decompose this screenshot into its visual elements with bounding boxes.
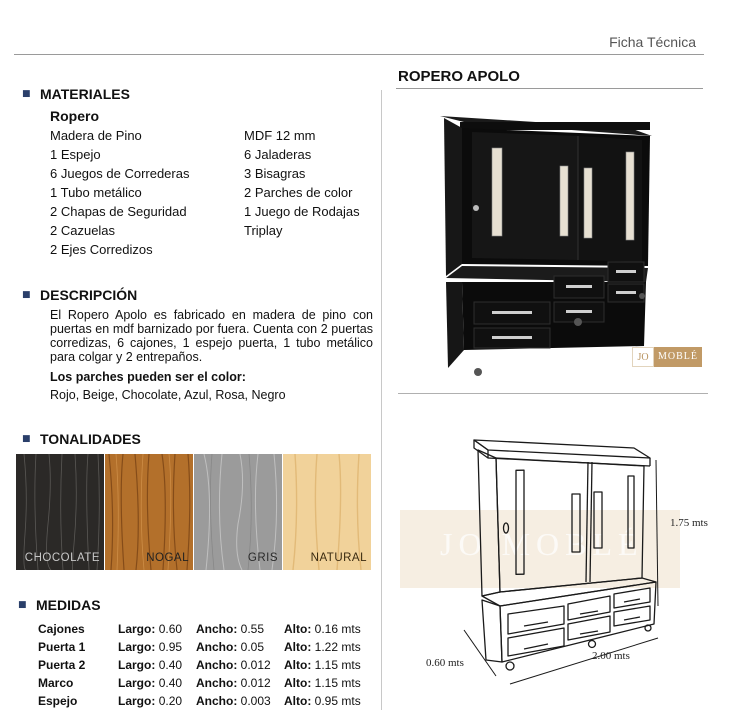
alto-label: Alto: [284,658,312,672]
alto-value: 1.22 mts [314,640,361,654]
watermark-text: JO MOBLÉ [440,526,644,562]
bullet-icon: ■ [22,290,31,300]
material-item: 1 Espejo [50,147,101,162]
material-item: 1 Tubo metálico [50,185,142,200]
brand-logo-moble: MOBLÉ [654,347,702,367]
largo-value: 0.60 [158,622,183,636]
alto-value: 0.16 mts [314,622,361,636]
medidas-heading: MEDIDAS [36,597,101,613]
column-divider [381,90,382,710]
ancho-value: 0.012 [240,658,271,672]
tonalidades-heading: TONALIDADES [40,431,141,447]
ancho-label: Ancho: [196,694,238,708]
document-title: Ficha Técnica [609,34,696,50]
largo-label: Largo: [118,658,156,672]
largo-value: 0.40 [158,676,183,690]
product-title: ROPERO APOLO [398,68,520,85]
parches-colores: Rojo, Beige, Chocolate, Azul, Rosa, Negro [50,388,286,402]
largo-label: Largo: [118,694,156,708]
material-item: 2 Chapas de Seguridad [50,204,187,219]
alto-value: 1.15 mts [314,658,361,672]
materiales-subtitle: Ropero [50,108,99,124]
wardrobe-photo [430,106,660,378]
brand-logo [632,347,702,367]
material-item: 6 Jaladeras [244,147,312,162]
medida-name: Puerta 1 [38,640,86,654]
materiales-list-right [244,126,360,240]
brand-logo-jo: JO [632,347,654,367]
largo-label: Largo: [118,640,156,654]
largo-value: 0.95 [158,640,183,654]
material-item: MDF 12 mm [244,128,316,143]
table-row [38,692,361,710]
material-item: 2 Parches de color [244,185,353,200]
largo-label: Largo: [118,622,156,636]
dimension-depth: 0.60 mts [426,657,464,669]
photo-divider [398,393,708,394]
ancho-value: 0.55 [240,622,265,636]
swatch-label: NOGAL [146,552,189,564]
bullet-icon: ■ [22,89,31,99]
swatch-label: CHOCOLATE [24,552,100,564]
table-row [38,674,361,692]
swatch-natural [283,454,371,570]
material-item: 2 Ejes Corredizos [50,242,153,257]
ancho-label: Ancho: [196,622,238,636]
header-divider [14,54,704,55]
material-item: 1 Juego de Rodajas [244,204,360,219]
alto-label: Alto: [284,694,312,708]
largo-value: 0.40 [158,658,183,672]
dimension-width: 2.00 mts [592,650,630,662]
bullet-icon: ■ [18,600,27,610]
swatch-chocolate [16,454,104,570]
swatch-gris [194,454,282,570]
swatch-label: NATURAL [310,552,367,564]
parches-label: Los parches pueden ser el color: [50,370,246,384]
descripcion-text: El Ropero Apolo es fabricado en madera de pino con puertas en mdf barnizado por fuera. Cuenta con 2 puertas corredizas, 6 cajones, 1 espejo puerta, 1 tubo metálico para colgar y 2 entrepaños. [50,308,373,364]
bullet-icon: ■ [22,434,31,444]
material-item: 6 Juegos de Correderas [50,166,190,181]
medida-name: Cajones [38,622,85,636]
ancho-value: 0.012 [240,676,271,690]
ancho-label: Ancho: [196,658,238,672]
medida-name: Espejo [38,694,78,708]
materiales-heading: MATERIALES [40,86,130,102]
swatch-nogal [105,454,193,570]
materiales-list-left [50,126,189,259]
ancho-value: 0.05 [240,640,265,654]
swatch-label: GRIS [247,552,278,564]
material-item: Triplay [244,223,283,238]
alto-label: Alto: [284,676,312,690]
dimension-height: 1.75 mts [670,517,708,529]
ancho-label: Ancho: [196,640,238,654]
alto-value: 1.15 mts [314,676,361,690]
descripcion-heading: DESCRIPCIÓN [40,287,138,303]
largo-value: 0.20 [158,694,183,708]
medida-name: Puerta 2 [38,658,86,672]
material-item: 3 Bisagras [244,166,306,181]
medidas-table [38,620,361,710]
product-title-underline [396,88,703,89]
alto-value: 0.95 mts [314,694,361,708]
medida-name: Marco [38,676,74,690]
ancho-label: Ancho: [196,676,238,690]
ancho-value: 0.003 [240,694,271,708]
alto-label: Alto: [284,640,312,654]
largo-label: Largo: [118,676,156,690]
alto-label: Alto: [284,622,312,636]
table-row [38,638,361,656]
material-item: Madera de Pino [50,128,142,143]
wardrobe-line-drawing [420,430,670,690]
table-row [38,620,361,638]
table-row [38,656,361,674]
material-item: 2 Cazuelas [50,223,116,238]
